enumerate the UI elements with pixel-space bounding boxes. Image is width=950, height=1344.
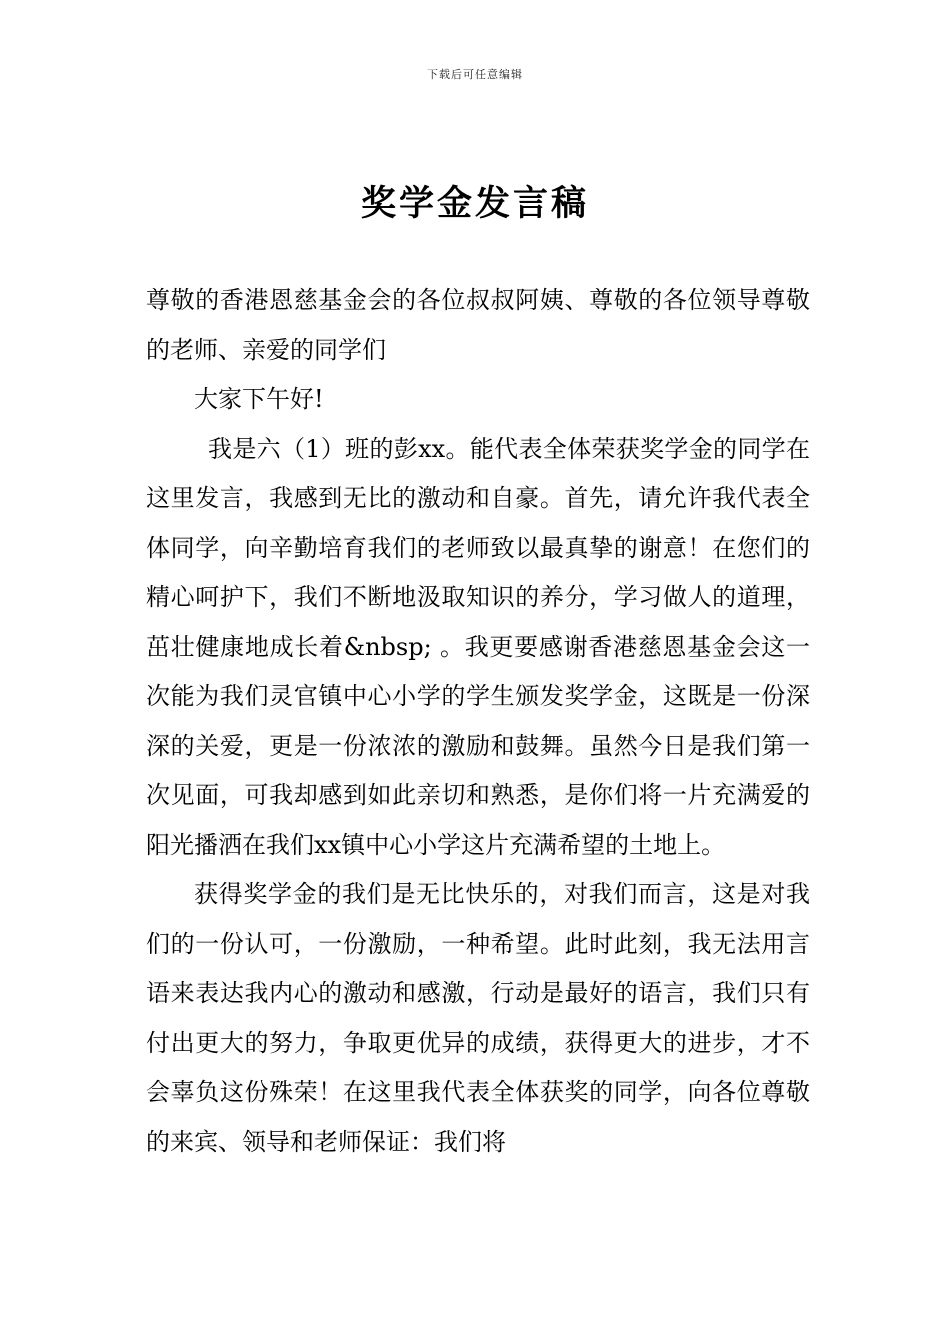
page-header-note: 下载后可任意编辑 — [427, 68, 523, 81]
greeting-paragraph: 大家下午好! — [194, 385, 324, 413]
body-paragraph-2: 获得奖学金的我们是无比快乐的，对我们而言，这是对我们的一份认可，一份激励，一种希望。此时此刻，我无法用言语来表达我内心的激动和感激，行动是最好的语言，我们只有付出更大的努力，争取更优异的成绩，获得更大的进步，才不会辜负这份殊荣！在这里我代表全体获奖的同学，向各位尊敬的来宾、领导和老师保证：我们将 — [146, 880, 810, 1156]
body-paragraph-1: 我是六（1）班的彭xx。能代表全体荣获奖学金的同学在这里发言，我感到无比的激动和自豪。首先，请允许我代表全体同学，向辛勤培育我们的老师致以最真挚的谢意！在您们的精心呵护下，我们不断地汲取知识的养分，学习做人的道理，茁壮健康地成长着&nbsp; 。我更要感谢香港慈恩基金会这一次能为我们灵官镇中心小学的学生颁发奖学金，这既是一份深深的关爱，更是一份浓浓的激励和鼓舞。虽然今日是我们第一次见面，可我却感到如此亲切和熟悉，是你们将一片充满爱的阳光播洒在我们xx镇中心小学这片充满希望的土地上。 — [146, 434, 810, 859]
document-title: 奖学金发言稿 — [360, 184, 589, 224]
salutation-paragraph: 尊敬的香港恩慈基金会的各位叔叔阿姨、尊敬的各位领导尊敬的老师、亲爱的同学们 — [146, 286, 810, 364]
document-body — [146, 276, 810, 1167]
